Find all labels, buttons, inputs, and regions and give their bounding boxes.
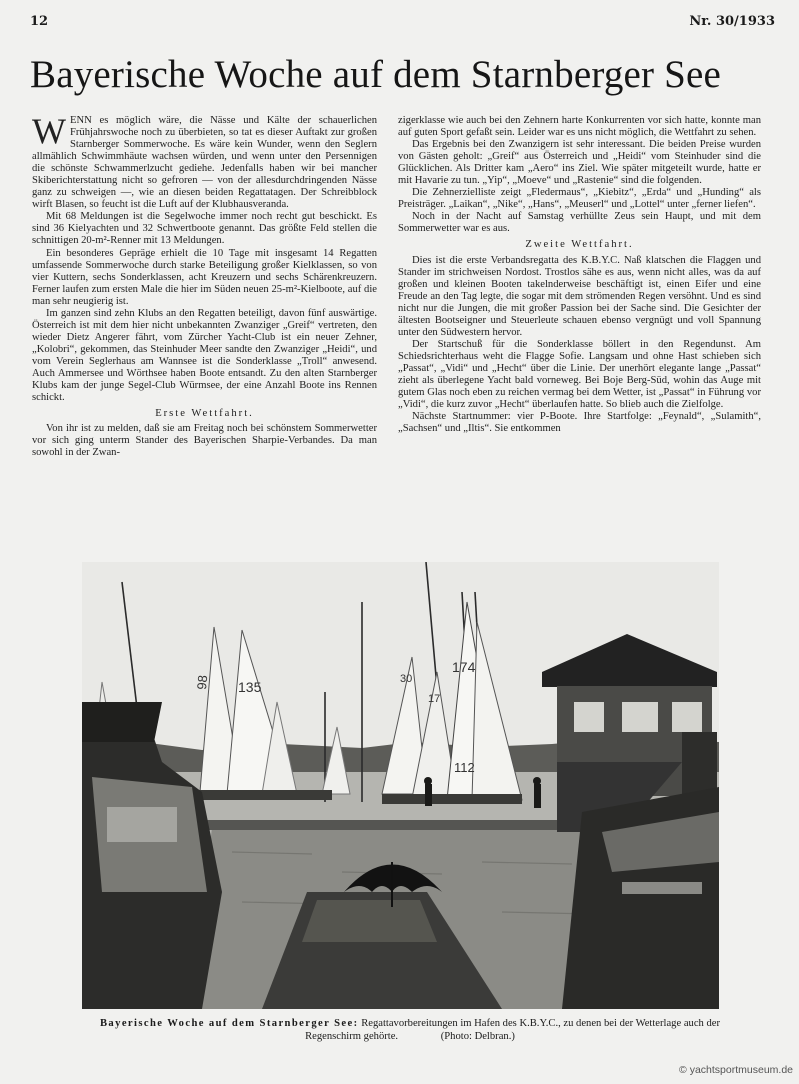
issue-number: Nr. 30/1933 [689, 14, 775, 29]
dropcap: W [32, 115, 66, 151]
paragraph: Mit 68 Meldungen ist die Segelwoche immer noch recht gut beschickt. Es sind 36 Kielyachten und 32 Schwertboote genannt. Das größte Feld stellen die schnittigen 20-m²-Renner mit 13 Meldungen. [32, 211, 377, 247]
section-heading: Zweite Wettfahrt. [525, 239, 634, 251]
sail-number: 174 [452, 659, 476, 675]
sail-number: 30 [400, 673, 413, 685]
paragraph: Die Zehnerzielliste zeigt „Fledermaus“, „Kiebitz“, „Erda“ und „Hunding“ als Preisträger. „Laikan“, „Nike“, „Hans“, „Meuserl“ und „Lottel“ unter „ferner liefen“. [398, 187, 761, 211]
paragraph: Von ihr ist zu melden, daß sie am Freitag noch bei schönstem Sommerwetter vor sich ging unterm Stander des Bayerischen Sharpie-Verbandes. Da man sowohl in der Zwan- [32, 423, 377, 459]
caption-text: Regattavorbereitungen im Hafen des K.B.Y.C., zu denen bei der Wetterlage auch der Regenschirm gehörte. [305, 1018, 721, 1042]
article-column-right [398, 115, 761, 540]
paragraph: Dies ist die erste Verbandsregatta des K.B.Y.C. Naß klatschen die Flaggen und Stander im strichweisen Nordost. Trostlos sähe es aus, wenn nicht alles, was da auf großen und kleinen Booten takelnderweise beschäftigt ist, einen Eifer und eine Freude an den Tag legte, die sogar mit dem strömenden Regen versöhnt. Und es sind nicht nur die Jungen, die mit großer Passion bei der Sache sind. Die Gesichter der ältesten Bootseigner und Steuerleute schauen ebenso vergnügt und voll Spannung unter den Südwestern hervor. [398, 254, 761, 338]
page-number: 12 [30, 14, 49, 29]
harbor-photo [82, 562, 719, 1009]
sail-number: 17 [428, 693, 441, 705]
sail-number: 98 [194, 674, 211, 691]
paragraph: Der Startschuß für die Sonderklasse böllert in den Regendunst. Am Schiedsrichterhaus weht die Flagge Sofie. Langsam und ohne Hast schieben sich „Passat“, „Vidi“ und „Hecht“ über die Linie. Der unerhört elegante lange „Passat“ zieht als überlegene Yacht bald vorneweg. Bei Boje Berg-Süd, wohin das Auge mit gutem Glas noch eben zu reichen vermag bei dem Wetter, ist „Passat“ in Führung vor „Vidi“, die kurz zuvor „Hecht“ überlaufen hatte. So blieb auch die Zielfolge. [398, 338, 761, 411]
paragraph: Noch in der Nacht auf Samstag verhüllte Zeus sein Haupt, und mit dem Sommerwetter war es aus. [398, 211, 761, 235]
sail-number: 135 [238, 679, 262, 695]
paragraph: Das Ergebnis bei den Zwanzigern ist sehr interessant. Die beiden Preise wurden von Gästen geholt: „Greif“ aus Österreich und „Heidi“ vom Steinhuder sind die Glücklichen. Als Dritter kam „Aero“ ins Ziel. Wie später mitgeteilt wurde, hatte er mit Havarie zu tun. „Yip“, „Moeve“ und „Rastenie“ sind die folgenden. [398, 139, 761, 187]
paragraph: Im ganzen sind zehn Klubs an den Regatten beteiligt, davon fünf auswärtige. Österreich ist mit dem hier nicht unbekannten Zwanziger „Greif“ vertreten, den wieder Dietz Angerer fährt, vom Zürcher Yacht-Club ist ein neuer Zehner, „Kolobri“, gekommen, das Steinhuder Meer sandte den Zwanziger „Heidi“, und vom Verein Seglerhaus am Wannsee ist die Sonderklasse „Troll“ anwesend. Auch Ammersee und Wörthsee haben Boote entsandt. Zu den alten Starnberger Klubs kam der junge Segel-Club Würmsee, der eine Anzahl Boote ins Rennen schickt. [32, 307, 377, 404]
paragraph: zigerklasse wie auch bei den Zehnern harte Konkurrenten vor sich hatte, konnte man auf guten Sport gefaßt sein. Leider war es uns nicht möglich, die Wettfahrt zu sehen. [398, 115, 761, 139]
paragraph: Nächste Startnummer: vier P-Boote. Ihre Startfolge: „Feynald“, „Sulamith“, „Sachsen“ und „Iltis“. Sie entkommen [398, 411, 761, 435]
section-heading: Erste Wettfahrt. [155, 408, 254, 420]
caption-lead: Bayerische Woche auf dem Starnberger See: [99, 1018, 359, 1029]
paragraph: Ein besonderes Gepräge erhielt die 10 Tage mit insgesamt 14 Regatten umfassende Sommerwoche durch starke Beteiligung großer Kielklassen, so von vier Kuttern, sechs Sonderklassen, acht Kreuzern und sechs Schärenkreuzern. Ferner laufen zum ersten Male die hier im Süden neuen 25-m²-Kielboote, auf die man sehr neugierig ist. [32, 247, 377, 307]
article-title: Bayerische Woche auf dem Starnberger See [30, 53, 722, 96]
paragraph: WENN es möglich wäre, die Nässe und Kälte der schauerlichen Frühjahrswoche noch zu überbieten, so tat es dieser Auftakt zur großen Starnberger Sommerwoche. Es wäre kein Wunder, wenn den Seglern allmählich Schwimmhäute wachsen würden, und wenn unter den Persennigen die schönste Schwammerlzucht gediehe. Jedenfalls haben wir bei mancher Skiberichterstattung nicht so gefroren — von der allesdurchdringenden Nässe ganz zu schweigen —, wie an diesen beiden Regattatagen. Der Schreibblock wirft Blasen, so feucht ist die Luft auf der Klubhausveranda. [32, 115, 377, 211]
photo-credit: (Photo: Delbran.) [440, 1031, 515, 1042]
photo-caption [80, 1017, 740, 1043]
article-column-left [32, 115, 377, 540]
sail-number: 112 [454, 760, 475, 775]
watermark: © yachtsportmuseum.de [679, 1064, 793, 1076]
